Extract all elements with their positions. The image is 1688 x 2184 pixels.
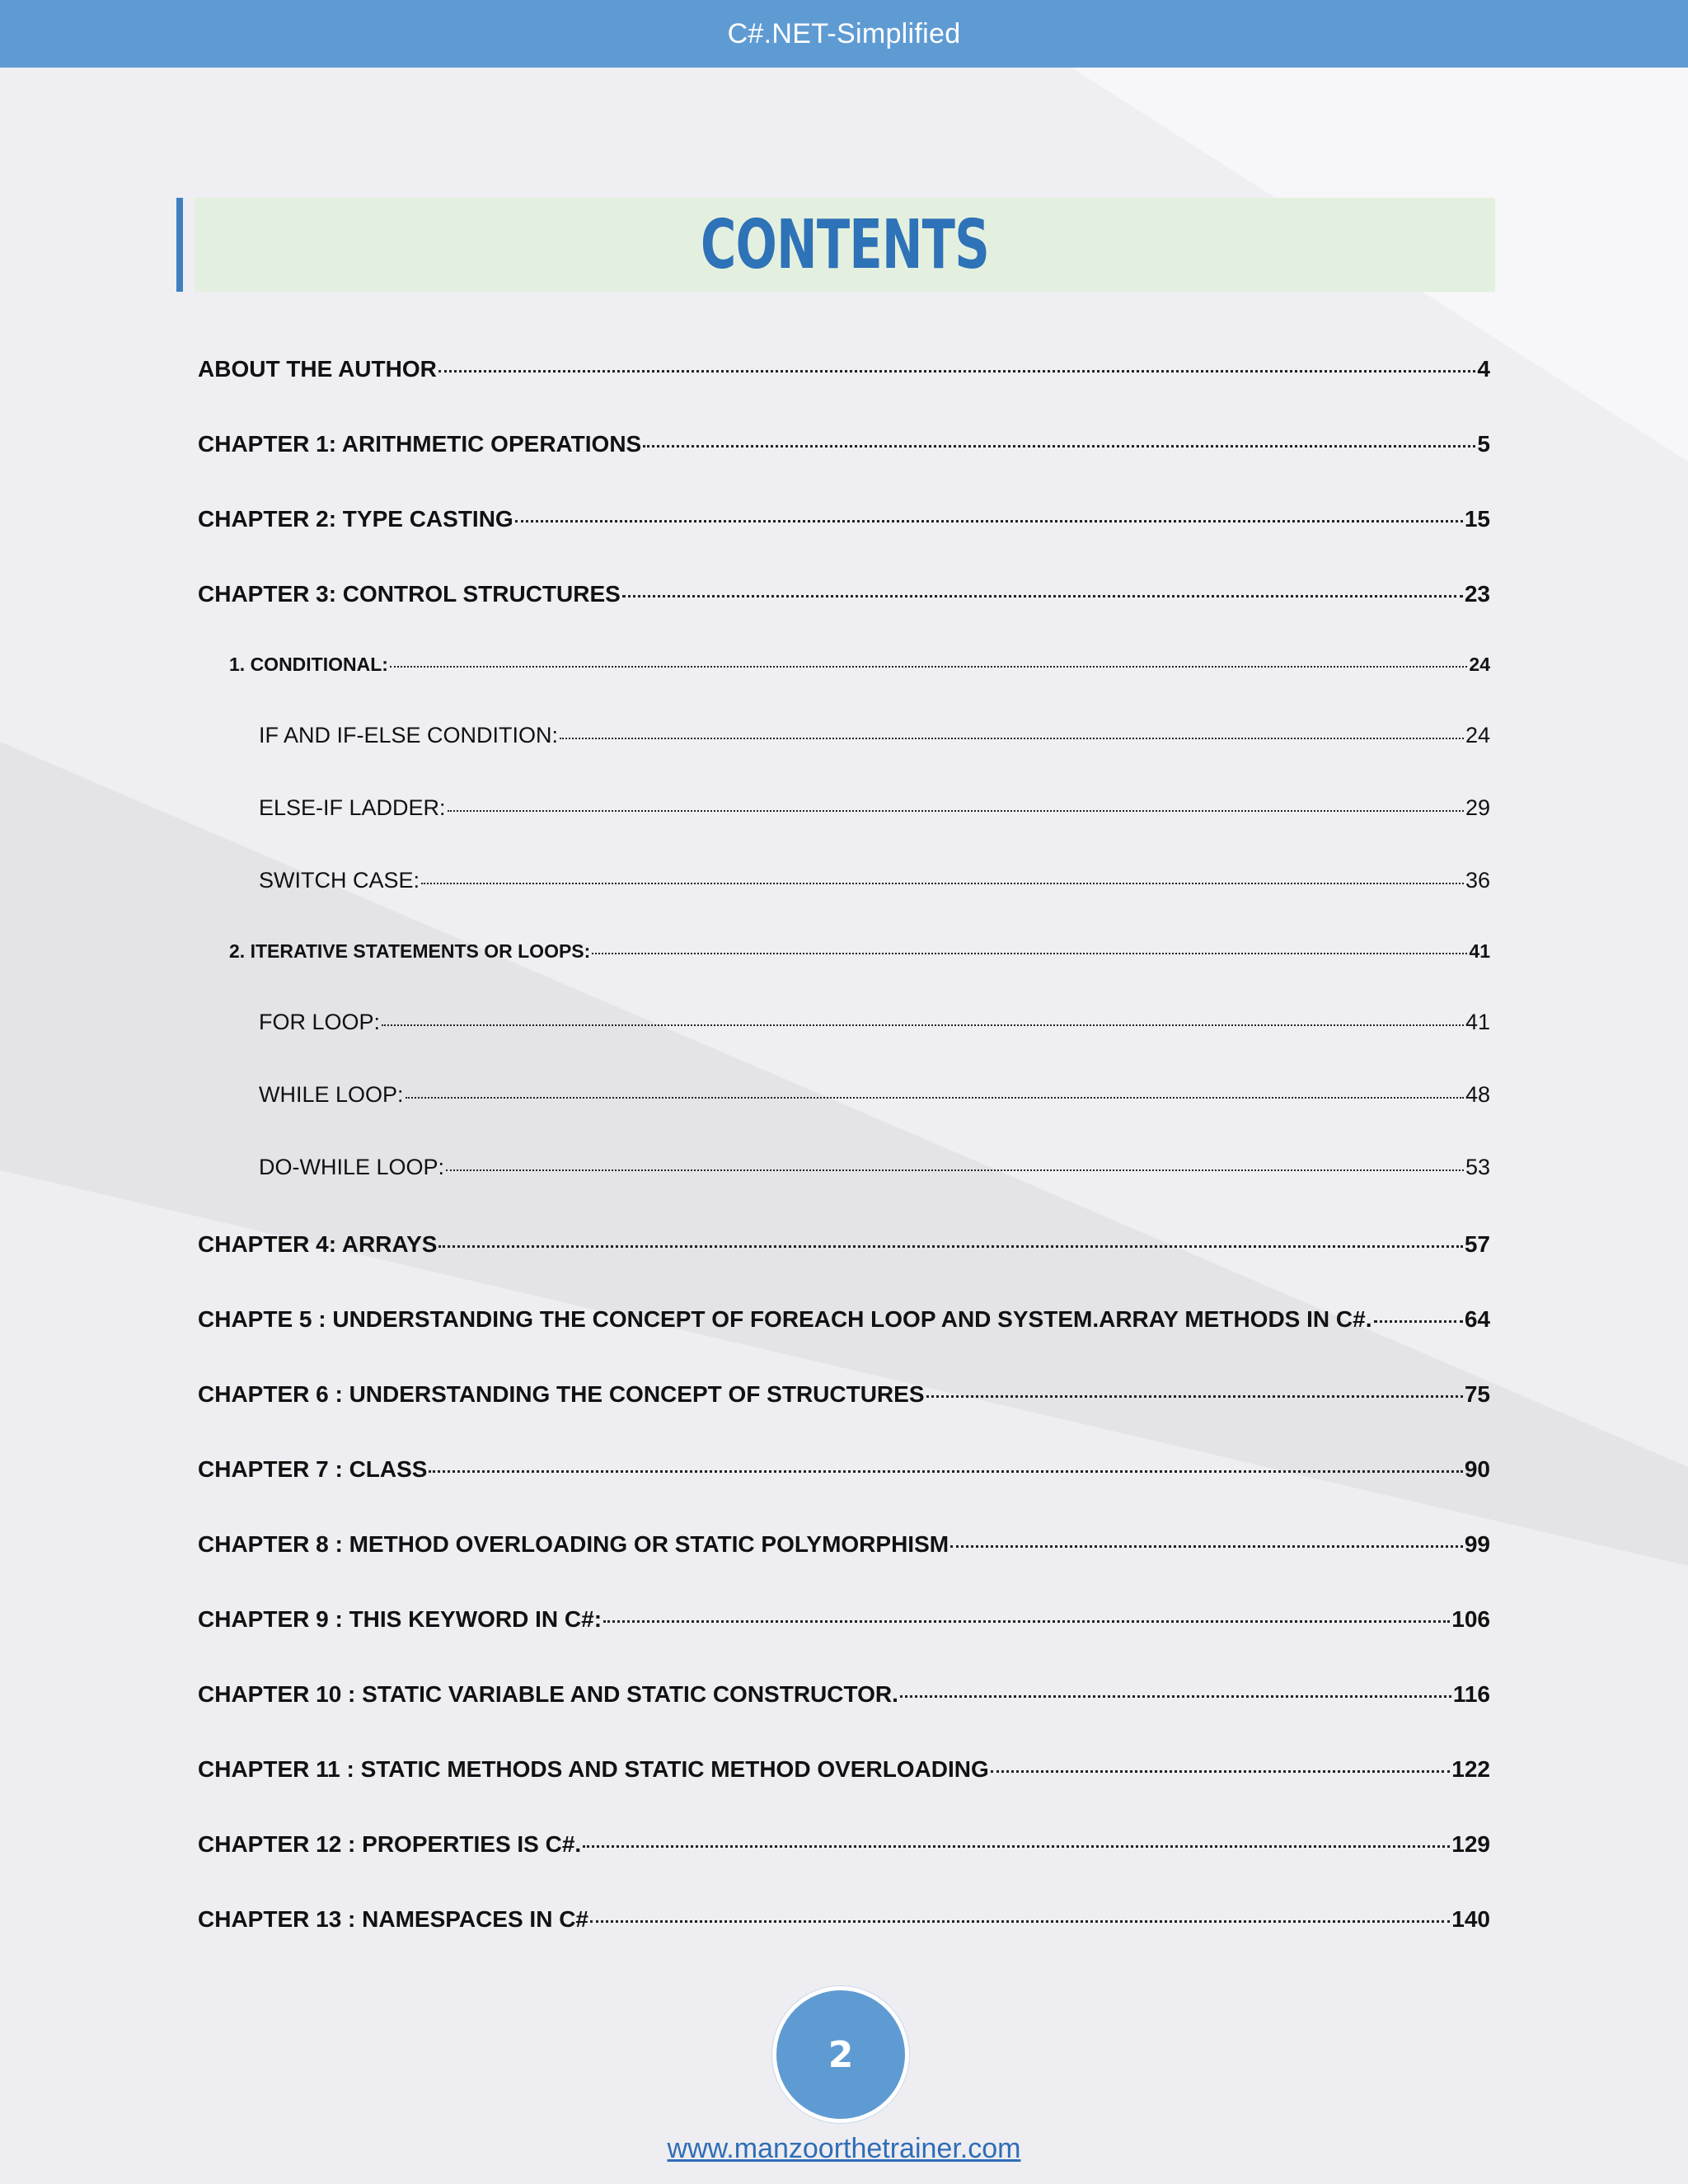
toc-dot-leader	[583, 1845, 1450, 1848]
toc-entry-page: 99	[1464, 1531, 1490, 1557]
toc-entry-label: IF AND IF-ELSE CONDITION:	[259, 723, 559, 748]
toc-dot-leader	[429, 1470, 1462, 1473]
toc-entry-label: CHAPTER 3: CONTROL STRUCTURES	[198, 581, 621, 607]
toc-entry[interactable]	[198, 1606, 1490, 1633]
toc-entry[interactable]	[198, 1906, 1490, 1933]
toc-entry[interactable]	[198, 581, 1490, 607]
toc-entry-page: 15	[1464, 506, 1490, 532]
toc-entry-label: CHAPTER 11 : STATIC METHODS AND STATIC METHOD OVERLOADING	[198, 1756, 989, 1782]
toc-entry-label: 2. ITERATIVE STATEMENTS OR LOOPS:	[229, 940, 591, 962]
toc-entry-label: ELSE-IF LADDER:	[259, 795, 446, 820]
toc-entry-page: 4	[1477, 356, 1490, 382]
toc-dot-leader	[622, 595, 1463, 598]
toc-entry-label: CHAPTER 9 : THIS KEYWORD IN C#:	[198, 1606, 603, 1632]
toc-dot-leader	[438, 370, 1476, 373]
toc-entry-page: 64	[1464, 1306, 1490, 1332]
toc-entry[interactable]	[198, 1831, 1490, 1858]
toc-entry-label: CHAPTER 10 : STATIC VARIABLE AND STATIC CONSTRUCTOR.	[198, 1681, 898, 1707]
toc-entry[interactable]	[198, 1531, 1490, 1558]
header-title: C#.NET-Simplified	[727, 17, 961, 49]
toc-entry[interactable]	[198, 1306, 1490, 1333]
toc-entry-page: 140	[1451, 1906, 1490, 1932]
toc-entry[interactable]	[229, 654, 1490, 676]
toc-dot-leader	[446, 1169, 1464, 1171]
toc-entry-label: CHAPTER 13 : NAMESPACES IN C#	[198, 1906, 589, 1932]
toc-dot-leader	[1374, 1320, 1463, 1323]
toc-entry-label: 1. CONDITIONAL:	[229, 654, 388, 675]
toc-entry-page: 41	[1465, 1010, 1490, 1034]
toc-dot-leader	[560, 738, 1464, 739]
toc-entry[interactable]	[259, 1010, 1490, 1035]
toc-dot-leader	[592, 953, 1467, 954]
toc-entry[interactable]	[259, 1155, 1490, 1180]
toc-entry-page: 122	[1451, 1756, 1490, 1782]
toc-entry[interactable]	[198, 1456, 1490, 1483]
toc-entry[interactable]	[198, 1681, 1490, 1708]
toc-dot-leader	[515, 520, 1463, 523]
toc-entry-label: CHAPTER 6 : UNDERSTANDING THE CONCEPT OF STRUCTURES	[198, 1381, 925, 1407]
toc-entry-page: 24	[1469, 654, 1490, 675]
toc-dot-leader	[926, 1395, 1463, 1398]
toc-entry-page: 75	[1464, 1381, 1490, 1407]
toc-dot-leader	[590, 1920, 1450, 1923]
toc-entry-page: 90	[1464, 1456, 1490, 1482]
toc-entry-label: CHAPTER 1: ARITHMETIC OPERATIONS	[198, 431, 642, 457]
toc-entry[interactable]	[198, 1756, 1490, 1783]
toc-entry[interactable]	[198, 1381, 1490, 1408]
toc-entry-label: DO-WHILE LOOP:	[259, 1155, 445, 1179]
toc-entry[interactable]	[259, 795, 1490, 821]
toc-entry-page: 24	[1465, 723, 1490, 748]
toc-entry-label: CHAPTER 12 : PROPERTIES IS C#.	[198, 1831, 582, 1857]
toc-entry-label: CHAPTER 2: TYPE CASTING	[198, 506, 513, 532]
toc-entry-label: WHILE LOOP:	[259, 1082, 404, 1107]
contents-title: CONTENTS	[701, 205, 989, 284]
toc-entry[interactable]	[259, 723, 1490, 748]
toc-entry-page: 129	[1451, 1831, 1490, 1857]
toc-entry-label: ABOUT THE AUTHOR	[198, 356, 437, 382]
toc-dot-leader	[448, 810, 1464, 812]
toc-entry-label: CHAPTER 7 : CLASS	[198, 1456, 428, 1482]
toc-entry-page: 23	[1464, 581, 1490, 607]
toc-entry-label: CHAPTE 5 : UNDERSTANDING THE CONCEPT OF FOREACH LOOP AND SYSTEM.ARRAY METHODS IN C#.	[198, 1306, 1372, 1332]
toc-entry-page: 48	[1465, 1082, 1490, 1107]
toc-dot-leader	[406, 1097, 1464, 1099]
toc-entry-label: CHAPTER 8 : METHOD OVERLOADING OR STATIC POLYMORPHISM	[198, 1531, 950, 1557]
toc-entry-label: CHAPTER 4: ARRAYS	[198, 1231, 438, 1257]
toc-dot-leader	[421, 883, 1464, 884]
toc-entry-page: 57	[1464, 1231, 1490, 1257]
toc-entry-page: 29	[1465, 795, 1490, 820]
toc-entry[interactable]	[198, 431, 1490, 457]
toc-entry[interactable]	[198, 506, 1490, 532]
toc-dot-leader	[643, 445, 1475, 448]
page-number-badge	[772, 1986, 909, 2123]
toc-entry-page: 5	[1477, 431, 1490, 457]
toc-dot-leader	[900, 1695, 1451, 1698]
toc-entry-label: SWITCH CASE:	[259, 868, 420, 893]
toc-entry-page: 106	[1451, 1606, 1490, 1632]
toc-entry[interactable]	[259, 1082, 1490, 1108]
toc-dot-leader	[991, 1770, 1450, 1773]
toc-entry[interactable]	[259, 868, 1490, 893]
toc-entry-page: 36	[1465, 868, 1490, 893]
toc-entry-page: 41	[1469, 940, 1490, 962]
toc-entry[interactable]	[198, 356, 1490, 382]
toc-dot-leader	[382, 1024, 1464, 1026]
page-number: 2	[828, 2033, 854, 2076]
toc-entry[interactable]	[198, 1231, 1490, 1258]
toc-entry[interactable]	[229, 940, 1490, 963]
toc-entry-label: FOR LOOP:	[259, 1010, 381, 1034]
toc-entry-page: 53	[1465, 1155, 1490, 1179]
toc-entry-page: 116	[1452, 1681, 1490, 1707]
website-link[interactable]: www.manzoorthetrainer.com	[667, 2133, 1021, 2164]
toc-dot-leader	[950, 1545, 1463, 1548]
toc-dot-leader	[438, 1245, 1462, 1248]
toc-dot-leader	[390, 666, 1467, 668]
toc-dot-leader	[603, 1620, 1450, 1623]
